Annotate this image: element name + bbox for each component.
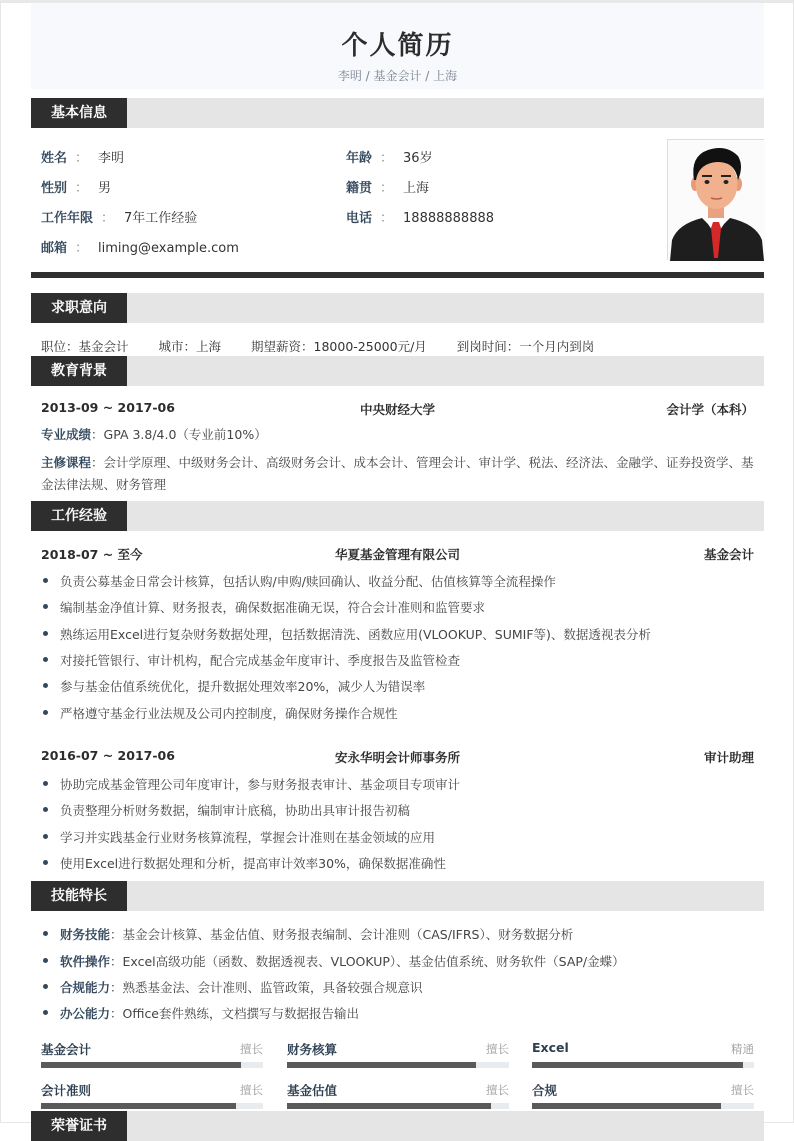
courses-value: ：会计学原理、中级财务会计、高级财务会计、成本会计、管理会计、审计学、税法、经济法、金融学、证券投资学、基金法律法规、财务管理 [41,455,754,492]
section-education [31,356,764,386]
section-skills [31,881,764,911]
section-title: 荣誉证书 [31,1111,127,1141]
info-name: 姓名 ： 李明 [41,151,125,166]
work-bullet: 严格遵守基金行业法规及公司内控制度，确保财务操作合规性 [43,704,398,722]
skill-item: 办公能力：Office套件熟练，文档撰写与数据报告输出 [43,1004,359,1022]
avatar-photo [667,139,764,260]
gpa-value: ：GPA 3.8/4.0（专业前10%） [91,427,267,442]
section-title: 教育背景 [31,356,127,386]
section-title: 基本信息 [31,98,127,128]
skill-bar-fill [287,1062,476,1068]
bullet-dot-icon [43,834,48,839]
work-bullet: 使用Excel进行数据处理和分析，提高审计效率30%，确保数据准确性 [43,854,446,872]
skill-bar-track [41,1062,263,1068]
info-label: 姓名 [41,151,68,166]
section-title: 技能特长 [31,881,127,911]
work-period: 2016-07 ~ 2017-06 [41,748,175,763]
education-gpa [41,424,754,446]
info-label: 性别 [41,181,68,196]
info-label: 年龄 [346,151,373,166]
bullet-dot-icon [43,860,48,865]
skill-item: 财务技能：基金会计核算、基金估值、财务报表编制、会计准则（CAS/IFRS）、财务数据分析 [43,925,573,943]
work-entry-header [41,748,754,766]
info-value: 36岁 [403,151,433,166]
section-title: 求职意向 [31,293,127,323]
skill-bar-fill [41,1062,241,1068]
skill-bar-track [287,1062,509,1068]
work-bullet: 对接托管银行、审计机构，配合完成基金年度审计、季度报告及监管检查 [43,651,460,669]
education-entry-header [41,400,754,418]
resume-header [31,3,764,89]
skill-item: 软件操作：Excel高级功能（函数、数据透视表、VLOOKUP）、基金估值系统、财务软件（SAP/金蝶） [43,952,625,970]
work-role: 审计助理 [703,750,754,765]
intent-position: 职位：基金会计 [41,339,129,354]
section-work-experience [31,501,764,531]
skill-bar-track [287,1103,509,1109]
section-honors [31,1111,764,1141]
education-school: 中央财经大学 [359,402,435,417]
work-bullet: 协助完成基金管理公司年度审计，参与财务报表审计、基金项目专项审计 [43,775,460,793]
info-value: 男 [98,181,112,196]
info-label: 电话 [346,211,373,226]
intent-availability: 到岗时间：一个月内到岗 [456,339,595,354]
job-intent-row [41,337,624,355]
info-value: 7年工作经验 [124,211,198,226]
skill-bar-track [532,1103,754,1109]
skill-bar-fill [287,1103,491,1109]
work-bullet: 负责整理分析财务数据，编制审计底稿，协助出具审计报告初稿 [43,801,410,819]
work-company: 安永华明会计师事务所 [334,750,460,765]
intent-salary: 期望薪资：18000-25000元/月 [251,339,427,354]
info-label: 工作年限 [41,211,94,226]
avatar-illustration-icon [668,140,765,261]
divider [31,272,764,278]
bullet-dot-icon [43,631,48,636]
bullet-dot-icon [43,604,48,609]
work-role: 基金会计 [703,547,754,562]
courses-label: 主修课程 [41,455,92,470]
skill-bar-fill [532,1103,721,1109]
work-period: 2018-07 ~ 至今 [41,547,143,562]
info-email: 邮箱 ： liming@example.com [41,241,239,256]
info-phone: 电话 ： 18888888888 [346,211,495,226]
bullet-dot-icon [43,657,48,662]
page-subtitle: 李明 / 基金会计 / 上海 [337,69,458,83]
info-label: 邮箱 [41,241,68,256]
bullet-dot-icon [43,807,48,812]
work-bullet: 负责公募基金日常会计核算，包括认购/申购/赎回确认、收益分配、估值核算等全流程操作 [43,572,556,590]
skill-bar-fill [41,1103,236,1109]
skill-item: 合规能力：熟悉基金法、会计准则、监管政策，具备较强合规意识 [43,978,423,996]
education-period: 2013-09 ~ 2017-06 [41,400,175,415]
intent-city: 城市：上海 [158,339,222,354]
bullet-dot-icon [43,958,48,963]
section-job-intent [31,293,764,323]
info-hometown: 籍贯 ： 上海 [346,181,430,196]
info-value: 上海 [403,181,430,196]
work-entry-header [41,545,754,563]
info-value: 李明 [98,151,125,166]
info-gender: 性别 ： 男 [41,181,112,196]
bullet-dot-icon [43,1010,48,1015]
work-bullet: 学习并实践基金行业财务核算流程，掌握会计准则在基金领域的应用 [43,828,435,846]
bullet-dot-icon [43,781,48,786]
work-bullet: 参与基金估值系统优化，提升数据处理效率20%，减少人为错误率 [43,677,425,695]
education-courses [41,452,754,496]
gpa-label: 专业成绩 [41,427,92,442]
bullet-dot-icon [43,984,48,989]
skill-bar-track [532,1062,754,1068]
work-bullet: 编制基金净值计算、财务报表，确保数据准确无误，符合会计准则和监管要求 [43,598,485,616]
education-major: 会计学（本科） [666,402,754,417]
info-value: 18888888888 [403,211,495,226]
page-title: 个人简历 [341,31,454,61]
info-experience: 工作年限 ： 7年工作经验 [41,211,198,226]
work-bullet: 熟练运用Excel进行复杂财务数据处理，包括数据清洗、函数应用(VLOOKUP、SUMIF等)、数据透视表分析 [43,625,651,643]
section-basic-info [31,98,764,128]
skill-bar-fill [532,1062,743,1068]
info-value[interactable]: liming@example.com [98,241,239,256]
bullet-dot-icon [43,710,48,715]
work-company: 华夏基金管理有限公司 [334,547,460,562]
bullet-dot-icon [43,931,48,936]
info-label: 籍贯 [346,181,373,196]
bullet-dot-icon [43,578,48,583]
skill-bar-track [41,1103,263,1109]
bullet-dot-icon [43,683,48,688]
section-title: 工作经验 [31,501,127,531]
info-age: 年龄 ： 36岁 [346,151,433,166]
